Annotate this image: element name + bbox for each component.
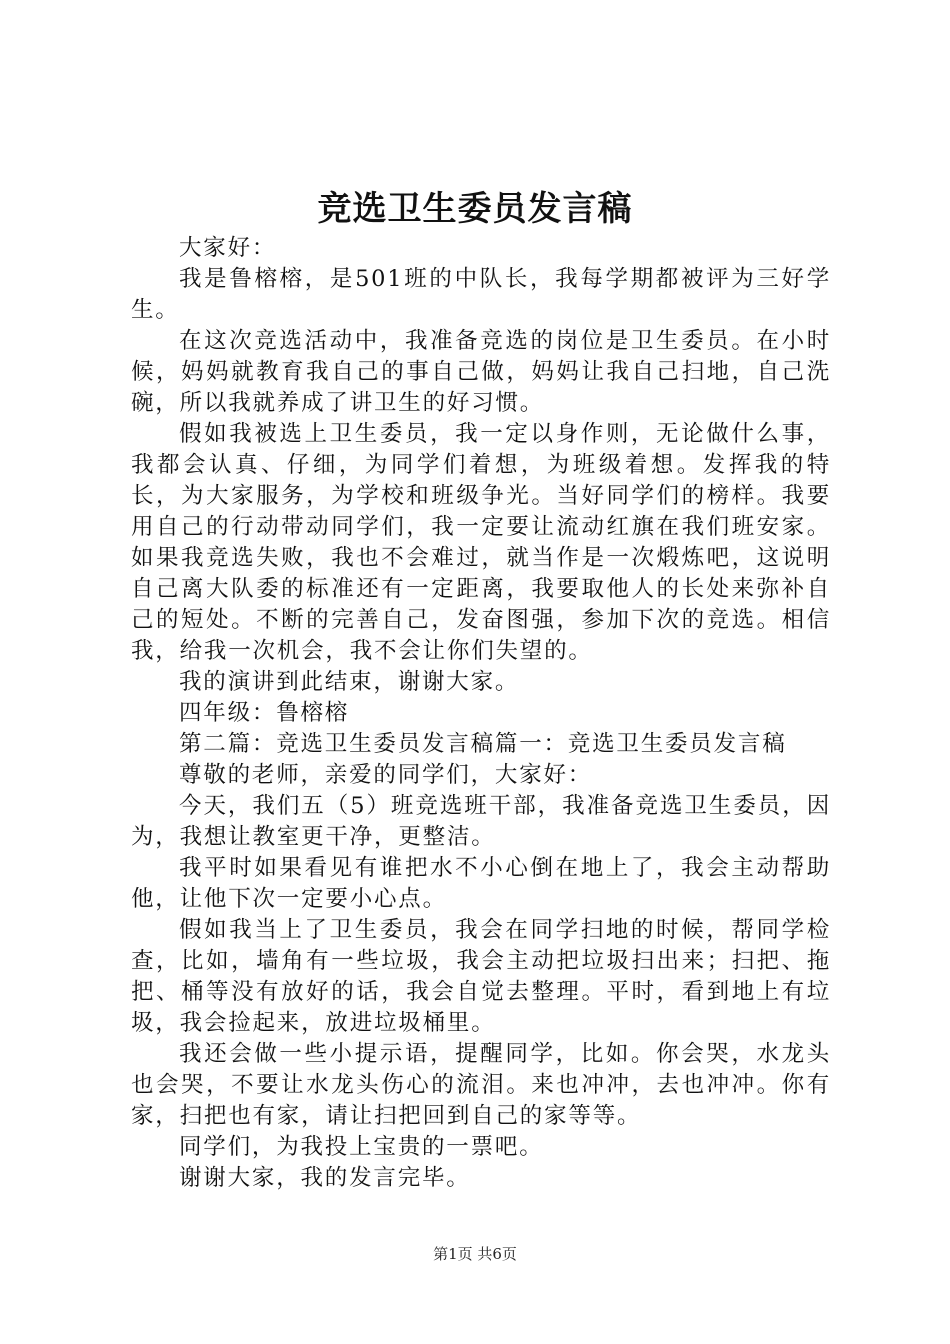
paragraph-self-intro: 我是鲁榕榕，是501班的中队长，我每学期都被评为三好学生。 [131,266,831,323]
paragraph-second-greeting: 尊敬的老师，亲爱的同学们，大家好： [179,762,593,788]
paragraph-second-plan: 假如我当上了卫生委员，我会在同学扫地的时候，帮同学检查，比如，墙角有一些垃圾，我会主动把垃圾扫出来；扫把、拖把、桶等没有放好的话，我会自觉去整理。平时，看到地上有垃圾，我会捡起来，放进垃圾桶里。 [131,917,831,1036]
page-number-footer: 第1页 共6页 [433,1245,517,1263]
paragraph-second-habit: 我平时如果看见有谁把水不小心倒在地上了，我会主动帮助他，让他下次一定要小心点。 [131,855,831,912]
paragraph-signature: 四年级：鲁榕榕 [179,700,350,726]
paragraph-second-reminders: 我还会做一些小提示语，提醒同学，比如。你会哭，水龙头也会哭，不要让水龙头伤心的流泪。来也冲冲，去也冲冲。你有家，扫把也有家，请让扫把回到自己的家等等。 [131,1041,831,1129]
paragraph-closing: 我的演讲到此结束，谢谢大家。 [179,669,520,695]
document-body [131,233,831,1194]
paragraph-greeting: 大家好： [179,235,277,261]
paragraph-second-closing: 谢谢大家，我的发言完毕。 [179,1165,471,1191]
paragraph-second-intro: 今天，我们五（5）班竞选班干部，我准备竞选卫生委员，因为，我想让教室更干净，更整洁。 [131,793,831,850]
document-title: 竞选卫生委员发言稿 [317,189,633,229]
paragraph-second-heading: 第二篇：竞选卫生委员发言稿篇一：竞选卫生委员发言稿 [179,731,787,757]
paragraph-second-vote: 同学们，为我投上宝贵的一票吧。 [179,1134,544,1160]
paragraph-promise: 假如我被选上卫生委员，我一定以身作则，无论做什么事，我都会认真、仔细，为同学们着想，为班级着想。发挥我的特长，为大家服务，为学校和班级争光。当好同学们的榜样。我要用自己的行动带动同学们，我一定要让流动红旗在我们班安家。如果我竞选失败，我也不会难过，就当作是一次煅炼吧，这说明自己离大队委的标准还有一定距离，我要取他人的长处来弥补自己的短处。不断的完善自己，发奋图强，参加下次的竞选。相信我，给我一次机会，我不会让你们失望的。 [131,421,831,664]
paragraph-campaign-position: 在这次竞选活动中，我准备竞选的岗位是卫生委员。在小时候，妈妈就教育我自己的事自己做，妈妈让我自己扫地，自己洗碗，所以我就养成了讲卫生的好习惯。 [131,328,831,416]
